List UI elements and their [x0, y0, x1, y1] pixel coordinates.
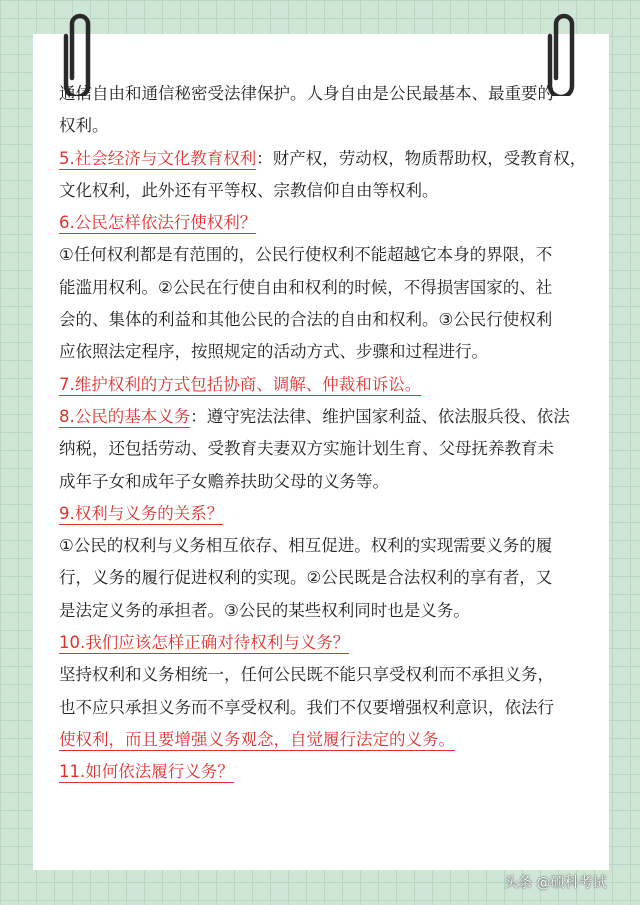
text-line: 能滥用权利。②公民在行使自由和权利的时候，不得损害国家的、社 — [59, 277, 553, 297]
section-11-heading: 11.如何依法履行义务？ — [59, 762, 234, 782]
text-line: 应依照法定程序，按照规定的活动方式、步骤和过程进行。 — [59, 342, 488, 362]
text-line: 纳税，还包括劳动、受教育夫妻双方实施计划生育、父母抚养教育未 — [59, 439, 554, 459]
section-8-heading: 8.公民的基本义务 — [59, 406, 191, 426]
section-8-line: 8.公民的基本义务：遵守宪法法律、维护国家利益、依法服兵役、依法 — [59, 406, 570, 426]
watermark: 头条 @硕科考试 — [504, 875, 607, 891]
section-5-heading: 5.社会经济与文化教育权利 — [59, 148, 257, 168]
highlight-text: 使权利，而且要增强义务观念，自觉履行法定的义务。 — [59, 729, 455, 749]
highlight-line — [59, 724, 589, 756]
section-9-heading: 9.权利与义务的关系？ — [59, 503, 224, 523]
section-10-heading: 10.我们应该怎样正确对待权利与义务？ — [59, 633, 350, 653]
document-body — [59, 78, 589, 789]
text-line: 也不应只承担义务而不享受权利。我们不仅要增强权利意识，依法行 — [59, 697, 554, 717]
section-7-heading: 7.维护权利的方式包括协商、调解、仲裁和诉讼。 — [59, 374, 422, 394]
text-line: 权利。 — [59, 116, 109, 136]
section-5-line: 5.社会经济与文化教育权利：财产权，劳动权，物质帮助权，受教育权， — [59, 148, 587, 168]
text-line: ①任何权利都是有范围的，公民行使权利不能超越它本身的界限，不 — [59, 245, 553, 265]
text-line: 文化权利，此外还有平等权、宗教信仰自由等权利。 — [59, 180, 439, 200]
section-9-line — [59, 498, 589, 530]
text-line: 会的、集体的利益和其他公民的合法的自由和权利。③公民行使权利 — [59, 310, 553, 330]
text-line: 坚持权利和义务相统一，任何公民既不能只享受权利而不承担义务， — [59, 665, 554, 685]
section-6-heading: 6.公民怎样依法行使权利？ — [59, 213, 257, 233]
section-10-line — [59, 627, 589, 659]
text-line: 通信自由和通信秘密受法律保护。人身自由是公民最基本、最重要的 — [59, 84, 554, 103]
text-line: ①公民的权利与义务相互依存、相互促进。权利的实现需要义务的履 — [59, 536, 553, 556]
text-line: 是法定义务的承担者。③公民的某些权利同时也是义务。 — [59, 600, 470, 620]
section-7-line — [59, 369, 589, 401]
text-line: 成年子女和成年子女赡养扶助父母的义务等。 — [59, 471, 389, 491]
section-11-line — [59, 756, 589, 788]
section-6-line — [59, 207, 589, 239]
text-line: 行，义务的履行促进权利的实现。②公民既是合法权利的享有者，又 — [59, 568, 553, 588]
